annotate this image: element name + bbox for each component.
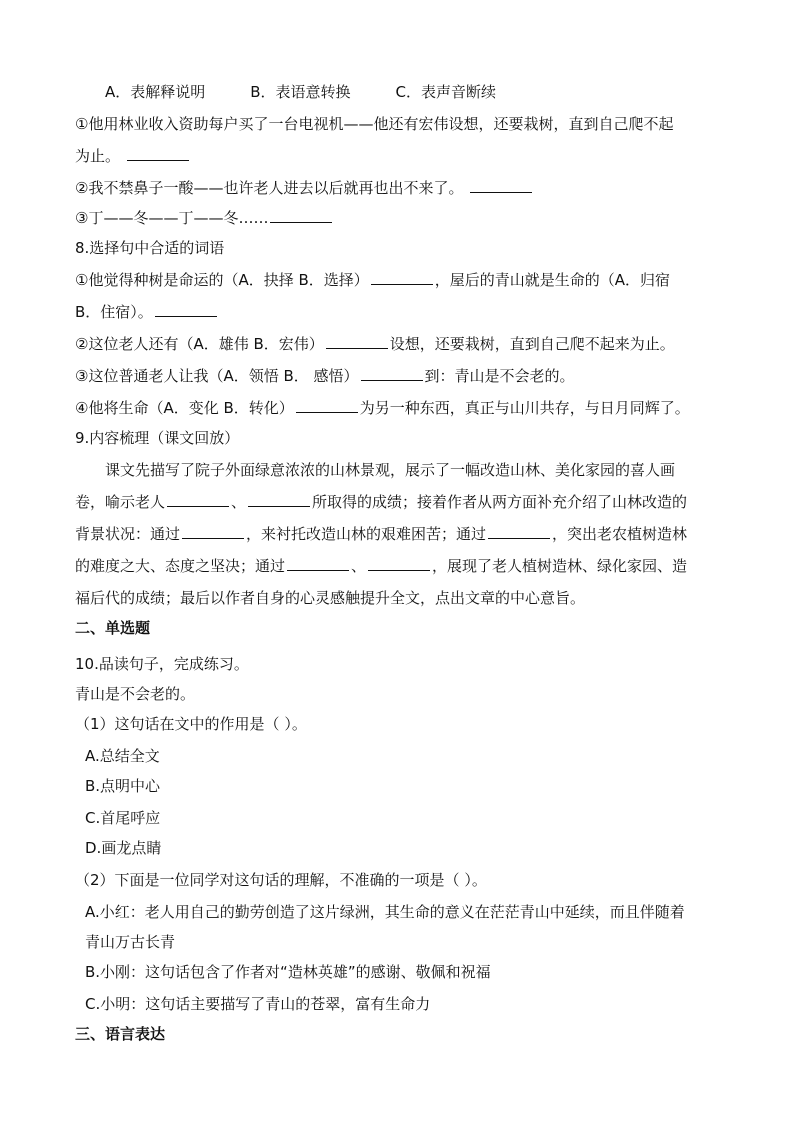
answer-blank[interactable] — [270, 208, 332, 223]
q10-p2-option-c[interactable]: C.小明：这句话主要描写了青山的苍翠，富有生命力 — [85, 995, 431, 1013]
q10-part-1: （1）这句话在文中的作用是（ ）。 — [75, 715, 307, 733]
answer-blank[interactable] — [326, 334, 388, 349]
answer-blank[interactable] — [488, 524, 550, 539]
q10-option-a[interactable]: A.总结全文 — [85, 747, 160, 765]
q10-part-2: （2）下面是一位同学对这句话的理解，不准确的一项是（ ）。 — [75, 871, 487, 889]
q7-sentence-1: ①他用林业收入资助每户买了一台电视机——他还有宏伟设想，还要栽树，直到自己爬不起 — [75, 115, 674, 133]
q9-line-1: 课文先描写了院子外面绿意浓浓的山林景观，展示了一幅改造山林、美化家园的喜人画 — [75, 461, 676, 479]
section-heading-3: 三、语言表达 — [75, 1025, 166, 1043]
q10-option-d[interactable]: D.画龙点睛 — [85, 839, 162, 857]
q8-item-1: ①他觉得种树是命运的（A．抉择 B．选择） ，屋后的青山就是生命的（A．归宿 — [75, 271, 671, 289]
q8-item-2: ②这位老人还有（A．雄伟 B．宏伟） 设想，还要栽树，直到自己爬不起来为止。 — [75, 335, 675, 353]
answer-blank[interactable] — [248, 492, 310, 507]
q7-sentence-1-cont: 为止。 — [75, 146, 191, 166]
q9-title: 9.内容梳理（课文回放） — [75, 429, 240, 447]
q10-p2-option-a[interactable]: A.小红：老人用自己的勤劳创造了这片绿洲，其生命的意义在茫茫青山中延续，而且伴随着 — [85, 903, 685, 921]
q9-line-3: 背景状况：通过 ，来衬托改造山林的艰难困苦；通过 ，突出老农植树造林 — [75, 525, 688, 543]
answer-blank[interactable] — [361, 366, 423, 381]
section-heading-2: 二、单选题 — [75, 619, 151, 637]
q8-item-3: ③这位普通老人让我（A．领悟 B． 感悟） 到：青山是不会老的。 — [75, 367, 575, 385]
q9-line-2: 卷，喻示老人 、 所取得的成绩；接着作者从两方面补充介绍了山林改造的 — [75, 493, 688, 511]
q7-sentence-2: ②我不禁鼻子一酸——也许老人进去以后就再也出不来了。 — [75, 178, 534, 198]
q10-p2-option-b[interactable]: B.小刚：这句话包含了作者对“造林英雄”的感谢、敬佩和祝福 — [85, 963, 491, 981]
answer-blank[interactable] — [368, 556, 430, 571]
answer-blank[interactable] — [155, 302, 217, 317]
q10-option-c[interactable]: C.首尾呼应 — [85, 809, 161, 827]
q8-item-1-cont: B．住宿）。 — [75, 302, 219, 322]
q8-item-4: ④他将生命（A．变化 B．转化） 为另一种东西，真正与山川共存，与日月同辉了。 — [75, 399, 690, 417]
q10-p2-option-a-cont: 青山万古长青 — [85, 933, 176, 951]
answer-blank[interactable] — [127, 146, 189, 161]
answer-blank[interactable] — [167, 492, 229, 507]
q10-title: 10.品读句子，完成练习。 — [75, 655, 249, 673]
q7-sentence-3: ③丁——冬——丁——冬…… — [75, 208, 334, 228]
q8-title: 8.选择句中合适的词语 — [75, 239, 225, 257]
answer-blank[interactable] — [371, 270, 433, 285]
q9-line-5: 福后代的成绩；最后以作者自身的心灵感触提升全文，点出文章的中心意旨。 — [75, 589, 586, 607]
answer-blank[interactable] — [182, 524, 244, 539]
q9-line-4: 的难度之大、态度之坚决；通过 、 ，展现了老人植树造林、绿化家园、造 — [75, 557, 688, 575]
q10-sentence: 青山是不会老的。 — [75, 685, 196, 703]
q7-options: A．表解释说明 B．表语意转换 C．表声音断续 — [105, 83, 497, 101]
q10-option-b[interactable]: B.点明中心 — [85, 777, 161, 795]
answer-blank[interactable] — [470, 178, 532, 193]
answer-blank[interactable] — [296, 398, 358, 413]
answer-blank[interactable] — [287, 556, 349, 571]
